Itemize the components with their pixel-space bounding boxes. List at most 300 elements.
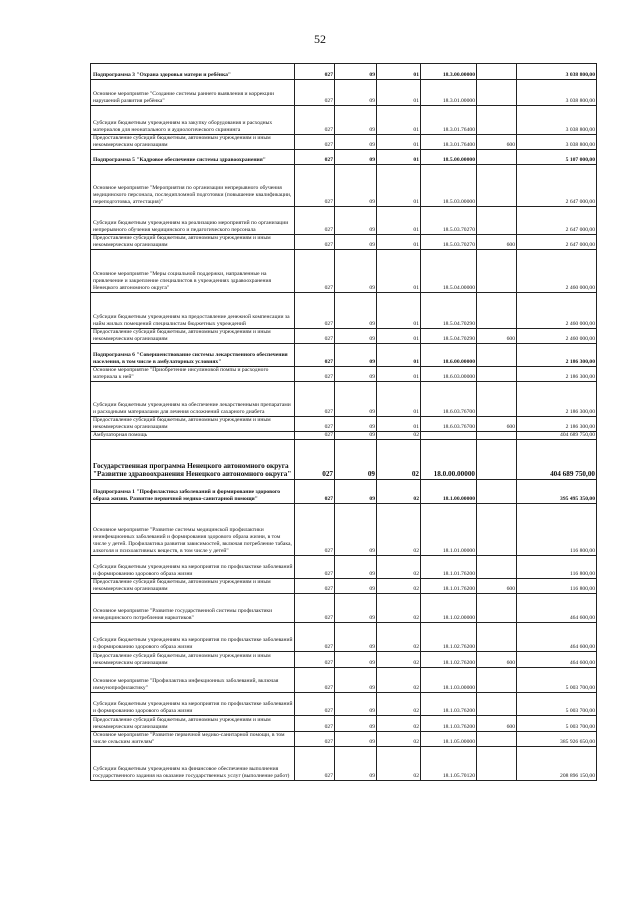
row-name-cell bbox=[91, 623, 295, 652]
row-expense-type-cell bbox=[477, 440, 517, 480]
row-name-text: Субсидии бюджетным учреждениям на мероприятия по профилактике заболеваний и формированию здорового образа жизни bbox=[93, 637, 293, 651]
row-subsection-text: 02 bbox=[411, 470, 419, 479]
row-grbs-text: 027 bbox=[324, 321, 333, 328]
row-name-cell bbox=[91, 432, 295, 440]
row-expense-type-cell bbox=[477, 250, 517, 293]
row-subsection-cell bbox=[377, 556, 421, 579]
row-section-cell bbox=[335, 623, 377, 652]
row-section-text: 09 bbox=[369, 773, 375, 780]
row-grbs-text: 027 bbox=[324, 142, 333, 149]
row-name-text: Основное мероприятие "Развитие государственной системы профилактики немедицинского потребления наркотиков" bbox=[93, 608, 273, 622]
row-expense-type-cell bbox=[477, 293, 517, 329]
row-target-article-text: 18.5.03.00000 bbox=[442, 199, 475, 206]
table-row bbox=[91, 732, 597, 747]
row-name-cell bbox=[91, 106, 295, 135]
row-amount-cell bbox=[517, 293, 597, 329]
row-target-article-text: 18.6.00.00000 bbox=[442, 359, 475, 366]
row-grbs-cell bbox=[295, 417, 335, 432]
row-target-article-cell bbox=[421, 668, 477, 693]
row-name-text: Предоставление субсидий бюджетным, автономным учреждениям и иным некоммерческим организациям bbox=[93, 329, 271, 343]
row-section-cell bbox=[335, 440, 377, 480]
row-expense-type-cell bbox=[477, 652, 517, 668]
row-amount-text: 3 038 800,00 bbox=[565, 98, 595, 105]
budget-table bbox=[90, 63, 597, 781]
row-grbs-cell bbox=[295, 668, 335, 693]
row-subsection-cell bbox=[377, 165, 421, 207]
row-expense-type-cell bbox=[477, 747, 517, 781]
row-subsection-text: 02 bbox=[413, 644, 419, 651]
row-amount-cell bbox=[517, 367, 597, 382]
row-section-cell bbox=[335, 165, 377, 207]
row-expense-type-cell bbox=[477, 668, 517, 693]
row-section-text: 09 bbox=[369, 142, 375, 149]
row-amount-cell bbox=[517, 250, 597, 293]
row-section-text: 09 bbox=[369, 660, 375, 667]
row-grbs-cell bbox=[295, 150, 335, 165]
row-grbs-cell bbox=[295, 235, 335, 250]
row-amount-text: 3 038 800,00 bbox=[565, 127, 595, 134]
row-subsection-cell bbox=[377, 747, 421, 781]
row-amount-cell bbox=[517, 150, 597, 165]
row-amount-text: 2 460 000,00 bbox=[565, 285, 595, 292]
row-grbs-text: 027 bbox=[324, 227, 333, 234]
row-amount-cell bbox=[517, 623, 597, 652]
row-section-cell bbox=[335, 80, 377, 106]
row-subsection-cell bbox=[377, 440, 421, 480]
row-subsection-cell bbox=[377, 150, 421, 165]
row-subsection-cell bbox=[377, 504, 421, 556]
table-row bbox=[91, 106, 597, 135]
row-expense-type-cell bbox=[477, 106, 517, 135]
row-section-text: 09 bbox=[369, 739, 375, 746]
row-subsection-text: 02 bbox=[413, 773, 419, 780]
row-grbs-cell bbox=[295, 732, 335, 747]
row-name-cell bbox=[91, 732, 295, 747]
row-amount-text: 2 186 300,00 bbox=[565, 424, 595, 431]
row-section-cell bbox=[335, 135, 377, 150]
table-row bbox=[91, 235, 597, 250]
row-subsection-cell bbox=[377, 594, 421, 623]
row-subsection-cell bbox=[377, 64, 421, 80]
table-row bbox=[91, 432, 597, 440]
row-name-text: Основное мероприятие "Развитие системы медицинской профилактики неинфекционных заболеваний и формирования здорового образа жизни, в том числе у детей. Профилактика развития зависимостей, включая потребление табака, алкоголя и психоактивных веществ, в том числе у детей" bbox=[93, 527, 292, 555]
row-subsection-text: 02 bbox=[413, 615, 419, 622]
row-section-cell bbox=[335, 432, 377, 440]
row-expense-type-cell bbox=[477, 480, 517, 504]
row-section-cell bbox=[335, 417, 377, 432]
row-target-article-text: 18.1.03.76200 bbox=[442, 708, 475, 715]
row-grbs-text: 027 bbox=[324, 739, 333, 746]
row-grbs-text: 027 bbox=[324, 724, 333, 731]
row-name-cell bbox=[91, 417, 295, 432]
row-subsection-cell bbox=[377, 367, 421, 382]
row-expense-type-cell bbox=[477, 417, 517, 432]
row-subsection-cell bbox=[377, 207, 421, 235]
row-subsection-cell bbox=[377, 623, 421, 652]
table-row bbox=[91, 652, 597, 668]
table-row bbox=[91, 64, 597, 80]
table-row bbox=[91, 382, 597, 417]
row-expense-type-cell bbox=[477, 693, 517, 716]
row-name-cell bbox=[91, 207, 295, 235]
table-row bbox=[91, 623, 597, 652]
row-amount-text: 404 689 750,00 bbox=[560, 432, 595, 439]
row-subsection-cell bbox=[377, 329, 421, 344]
row-target-article-text: 18.1.03.00000 bbox=[442, 685, 475, 692]
row-subsection-cell bbox=[377, 716, 421, 732]
row-amount-text: 116 800,00 bbox=[570, 571, 595, 578]
row-name-cell bbox=[91, 329, 295, 344]
row-section-text: 09 bbox=[369, 157, 375, 164]
table-row bbox=[91, 716, 597, 732]
row-subsection-text: 01 bbox=[413, 336, 419, 343]
row-section-cell bbox=[335, 150, 377, 165]
row-target-article-cell bbox=[421, 440, 477, 480]
row-target-article-cell bbox=[421, 480, 477, 504]
row-grbs-text: 027 bbox=[324, 496, 333, 503]
row-target-article-cell bbox=[421, 293, 477, 329]
row-section-cell bbox=[335, 329, 377, 344]
row-amount-text: 2 647 000,00 bbox=[565, 227, 595, 234]
table-row bbox=[91, 594, 597, 623]
row-name-text: Предоставление субсидий бюджетным, автономным учреждениям и иным некоммерческим организациям bbox=[93, 417, 271, 431]
row-target-article-text: 18.5.04.00000 bbox=[442, 285, 475, 292]
row-section-cell bbox=[335, 594, 377, 623]
row-section-cell bbox=[335, 747, 377, 781]
row-grbs-cell bbox=[295, 594, 335, 623]
row-section-cell bbox=[335, 382, 377, 417]
row-grbs-text: 027 bbox=[324, 660, 333, 667]
row-subsection-text: 01 bbox=[413, 374, 419, 381]
row-target-article-cell bbox=[421, 504, 477, 556]
row-grbs-cell bbox=[295, 80, 335, 106]
row-name-text: Государственная программа Ненецкого автономного округа "Развитие здравоохранения Ненецкого автономного округа" bbox=[93, 461, 292, 479]
table-row bbox=[91, 135, 597, 150]
row-name-cell bbox=[91, 64, 295, 80]
row-target-article-cell bbox=[421, 329, 477, 344]
row-subsection-text: 01 bbox=[413, 242, 419, 249]
row-amount-text: 2 186 300,00 bbox=[565, 374, 595, 381]
row-grbs-text: 027 bbox=[324, 571, 333, 578]
row-expense-type-cell bbox=[477, 579, 517, 594]
row-target-article-text: 18.1.01.76200 bbox=[442, 571, 475, 578]
row-amount-cell bbox=[517, 668, 597, 693]
row-amount-cell bbox=[517, 579, 597, 594]
row-target-article-cell bbox=[421, 165, 477, 207]
row-amount-text: 2 186 300,00 bbox=[565, 359, 595, 366]
row-name-cell bbox=[91, 747, 295, 781]
row-grbs-cell bbox=[295, 207, 335, 235]
row-amount-text: 2 647 000,00 bbox=[565, 242, 595, 249]
row-subsection-text: 01 bbox=[413, 424, 419, 431]
row-subsection-cell bbox=[377, 80, 421, 106]
row-target-article-cell bbox=[421, 135, 477, 150]
row-grbs-text: 027 bbox=[324, 548, 333, 555]
table-row bbox=[91, 80, 597, 106]
row-name-cell bbox=[91, 382, 295, 417]
row-expense-type-text: 600 bbox=[506, 424, 515, 431]
row-target-article-cell bbox=[421, 417, 477, 432]
row-expense-type-cell bbox=[477, 329, 517, 344]
row-name-cell bbox=[91, 716, 295, 732]
row-section-text: 09 bbox=[369, 336, 375, 343]
row-name-text: Подпрограмма 5 "Кадровое обеспечение системы здравоохранения" bbox=[93, 157, 266, 164]
row-target-article-text: 18.5.04.70290 bbox=[442, 336, 475, 343]
row-subsection-text: 01 bbox=[413, 227, 419, 234]
row-subsection-cell bbox=[377, 652, 421, 668]
row-subsection-cell bbox=[377, 480, 421, 504]
table-row bbox=[91, 329, 597, 344]
row-section-text: 09 bbox=[369, 724, 375, 731]
row-section-cell bbox=[335, 732, 377, 747]
row-amount-cell bbox=[517, 693, 597, 716]
table-row bbox=[91, 480, 597, 504]
table-row bbox=[91, 250, 597, 293]
row-target-article-text: 18.1.01.76200 bbox=[442, 586, 475, 593]
row-target-article-text: 18.5.04.70290 bbox=[442, 321, 475, 328]
row-expense-type-cell bbox=[477, 432, 517, 440]
row-amount-cell bbox=[517, 135, 597, 150]
row-subsection-text: 01 bbox=[413, 199, 419, 206]
row-grbs-text: 027 bbox=[324, 644, 333, 651]
row-grbs-cell bbox=[295, 165, 335, 207]
row-section-text: 09 bbox=[369, 496, 375, 503]
row-target-article-text: 18.5.00.00000 bbox=[442, 157, 475, 164]
page-number: 52 bbox=[314, 32, 326, 46]
row-expense-type-text: 600 bbox=[506, 724, 515, 731]
row-section-text: 09 bbox=[369, 586, 375, 593]
row-expense-type-text: 600 bbox=[506, 586, 515, 593]
row-amount-cell bbox=[517, 556, 597, 579]
row-section-cell bbox=[335, 64, 377, 80]
table-row bbox=[91, 556, 597, 579]
row-name-cell bbox=[91, 652, 295, 668]
row-name-text: Предоставление субсидий бюджетным, автономным учреждениям и иным некоммерческим организациям bbox=[93, 717, 271, 731]
row-amount-text: 3 038 800,00 bbox=[565, 142, 595, 149]
row-grbs-cell bbox=[295, 329, 335, 344]
row-grbs-text: 027 bbox=[324, 157, 333, 164]
table-row bbox=[91, 504, 597, 556]
row-amount-cell bbox=[517, 64, 597, 80]
row-section-cell bbox=[335, 716, 377, 732]
row-subsection-cell bbox=[377, 344, 421, 367]
row-name-cell bbox=[91, 579, 295, 594]
row-target-article-cell bbox=[421, 556, 477, 579]
row-target-article-text: 18.6.03.76700 bbox=[442, 424, 475, 431]
row-grbs-text: 027 bbox=[324, 199, 333, 206]
row-section-cell bbox=[335, 250, 377, 293]
budget-table-body bbox=[91, 64, 597, 781]
table-row bbox=[91, 417, 597, 432]
row-grbs-cell bbox=[295, 623, 335, 652]
row-grbs-text: 027 bbox=[322, 470, 333, 479]
row-target-article-cell bbox=[421, 207, 477, 235]
row-expense-type-cell bbox=[477, 623, 517, 652]
row-subsection-cell bbox=[377, 235, 421, 250]
row-amount-text: 404 689 750,00 bbox=[550, 470, 595, 479]
row-amount-text: 464 600,00 bbox=[569, 644, 595, 651]
row-name-text: Предоставление субсидий бюджетным, автономным учреждениям и иным некоммерческим организациям bbox=[93, 579, 271, 593]
row-section-text: 09 bbox=[369, 708, 375, 715]
table-row bbox=[91, 207, 597, 235]
row-amount-text: 2 647 000,00 bbox=[565, 199, 595, 206]
row-subsection-cell bbox=[377, 732, 421, 747]
row-amount-cell bbox=[517, 80, 597, 106]
row-grbs-text: 027 bbox=[324, 285, 333, 292]
row-grbs-text: 027 bbox=[324, 708, 333, 715]
row-grbs-cell bbox=[295, 106, 335, 135]
row-subsection-text: 02 bbox=[413, 739, 419, 746]
row-name-text: Субсидии бюджетным учреждениям на мероприятия по профилактике заболеваний и формированию здорового образа жизни bbox=[93, 564, 293, 578]
row-section-cell bbox=[335, 207, 377, 235]
row-section-text: 09 bbox=[369, 227, 375, 234]
row-grbs-text: 027 bbox=[324, 242, 333, 249]
row-grbs-cell bbox=[295, 344, 335, 367]
row-subsection-cell bbox=[377, 668, 421, 693]
row-expense-type-cell bbox=[477, 207, 517, 235]
row-target-article-cell bbox=[421, 432, 477, 440]
row-expense-type-cell bbox=[477, 367, 517, 382]
row-amount-cell bbox=[517, 732, 597, 747]
row-section-text: 09 bbox=[367, 470, 375, 479]
row-subsection-text: 02 bbox=[413, 571, 419, 578]
row-section-text: 09 bbox=[369, 644, 375, 651]
row-name-cell bbox=[91, 293, 295, 329]
row-target-article-cell bbox=[421, 693, 477, 716]
row-target-article-text: 18.1.02.76200 bbox=[442, 660, 475, 667]
row-name-text: Субсидии бюджетным учреждениям на закупку оборудования и расходных материалов для неонатального и аудиологического скрининга bbox=[93, 120, 273, 134]
row-grbs-cell bbox=[295, 716, 335, 732]
row-name-cell bbox=[91, 150, 295, 165]
row-subsection-cell bbox=[377, 293, 421, 329]
row-target-article-cell bbox=[421, 250, 477, 293]
table-row bbox=[91, 150, 597, 165]
row-amount-text: 2 186 300,00 bbox=[565, 409, 595, 416]
row-grbs-text: 027 bbox=[324, 72, 333, 79]
row-subsection-text: 02 bbox=[413, 496, 419, 503]
row-name-cell bbox=[91, 344, 295, 367]
row-name-text: Предоставление субсидий бюджетным, автономным учреждениям и иным некоммерческим организациям bbox=[93, 653, 271, 667]
row-target-article-cell bbox=[421, 235, 477, 250]
row-amount-cell bbox=[517, 344, 597, 367]
row-expense-type-text: 600 bbox=[506, 142, 515, 149]
row-amount-text: 3 038 800,00 bbox=[565, 72, 595, 79]
row-name-text: Подпрограмма 6 "Совершенствование системы лекарственного обеспечения населения, в том числе в амбулаторных условиях" bbox=[93, 352, 288, 366]
row-section-cell bbox=[335, 293, 377, 329]
row-section-cell bbox=[335, 344, 377, 367]
row-amount-cell bbox=[517, 440, 597, 480]
row-target-article-cell bbox=[421, 64, 477, 80]
table-row bbox=[91, 579, 597, 594]
row-name-cell bbox=[91, 480, 295, 504]
row-name-text: Подпрограмма 1 "Профилактика заболеваний и формирование здорового образа жизни. Развитие первичной медико-санитарной помощи" bbox=[93, 489, 281, 503]
row-name-text: Субсидии бюджетным учреждениям на реализацию мероприятий по организации непрерывного обучения медицинского и педагогического персонала bbox=[93, 220, 289, 234]
row-amount-text: 2 460 000,00 bbox=[565, 321, 595, 328]
row-section-text: 09 bbox=[369, 285, 375, 292]
row-section-cell bbox=[335, 579, 377, 594]
row-amount-cell bbox=[517, 382, 597, 417]
row-target-article-cell bbox=[421, 106, 477, 135]
row-expense-type-cell bbox=[477, 165, 517, 207]
row-subsection-text: 02 bbox=[413, 660, 419, 667]
table-row bbox=[91, 344, 597, 367]
row-subsection-text: 01 bbox=[413, 72, 419, 79]
row-name-cell bbox=[91, 504, 295, 556]
row-grbs-cell bbox=[295, 250, 335, 293]
row-amount-text: 5 003 700,00 bbox=[565, 708, 595, 715]
row-target-article-cell bbox=[421, 367, 477, 382]
row-target-article-text: 18.3.00.00000 bbox=[442, 72, 475, 79]
row-expense-type-cell bbox=[477, 504, 517, 556]
table-row bbox=[91, 668, 597, 693]
row-grbs-text: 027 bbox=[324, 359, 333, 366]
row-name-cell bbox=[91, 80, 295, 106]
row-subsection-text: 01 bbox=[413, 285, 419, 292]
row-amount-cell bbox=[517, 716, 597, 732]
row-name-cell bbox=[91, 367, 295, 382]
row-name-cell bbox=[91, 594, 295, 623]
row-subsection-text: 01 bbox=[413, 157, 419, 164]
row-section-text: 09 bbox=[369, 374, 375, 381]
row-name-text: Субсидии бюджетным учреждениям на мероприятия по профилактике заболеваний и формированию здорового образа жизни bbox=[93, 701, 293, 715]
row-section-text: 09 bbox=[369, 127, 375, 134]
row-amount-text: 116 800,00 bbox=[570, 548, 595, 555]
row-subsection-cell bbox=[377, 579, 421, 594]
row-section-text: 09 bbox=[369, 321, 375, 328]
row-section-text: 09 bbox=[369, 242, 375, 249]
row-name-cell bbox=[91, 235, 295, 250]
table-row bbox=[91, 693, 597, 716]
row-section-cell bbox=[335, 693, 377, 716]
row-subsection-text: 02 bbox=[413, 432, 419, 439]
row-section-text: 09 bbox=[369, 571, 375, 578]
row-target-article-text: 18.5.03.70270 bbox=[442, 242, 475, 249]
row-subsection-text: 01 bbox=[413, 321, 419, 328]
row-target-article-text: 18.1.03.76200 bbox=[442, 724, 475, 731]
row-name-text: Основное мероприятие "Приобретение инсулиновой помпы и расходного материала к ней" bbox=[93, 367, 269, 381]
row-subsection-text: 01 bbox=[413, 409, 419, 416]
row-amount-text: 464 600,00 bbox=[569, 615, 595, 622]
row-expense-type-cell bbox=[477, 344, 517, 367]
row-amount-text: 2 460 000,00 bbox=[565, 336, 595, 343]
row-grbs-text: 027 bbox=[324, 98, 333, 105]
row-name-text: Предоставление субсидий бюджетным, автономным учреждениям и иным некоммерческим организациям bbox=[93, 235, 271, 249]
row-expense-type-text: 600 bbox=[506, 660, 515, 667]
row-amount-cell bbox=[517, 747, 597, 781]
row-amount-text: 5 107 000,00 bbox=[565, 157, 595, 164]
row-subsection-text: 02 bbox=[413, 548, 419, 555]
row-name-text: Основное мероприятие "Развитие первичной медико-санитарной помощи, в том числе сельским жителям" bbox=[93, 732, 285, 746]
row-expense-type-cell bbox=[477, 135, 517, 150]
row-amount-cell bbox=[517, 207, 597, 235]
row-amount-cell bbox=[517, 106, 597, 135]
row-name-text: Амбулаторная помощь bbox=[93, 432, 148, 439]
row-section-text: 09 bbox=[369, 409, 375, 416]
row-target-article-text: 18.1.05.70120 bbox=[442, 773, 475, 780]
row-grbs-text: 027 bbox=[324, 773, 333, 780]
row-subsection-text: 02 bbox=[413, 586, 419, 593]
row-subsection-cell bbox=[377, 382, 421, 417]
row-target-article-cell bbox=[421, 594, 477, 623]
row-target-article-text: 18.6.03.00000 bbox=[442, 374, 475, 381]
row-name-cell bbox=[91, 693, 295, 716]
row-target-article-cell bbox=[421, 652, 477, 668]
row-expense-type-cell bbox=[477, 150, 517, 165]
row-amount-cell bbox=[517, 652, 597, 668]
row-name-text: Субсидии бюджетным учреждениям на обеспечение лекарственными препаратами и расходными материалами для лечения осложнений сахарного диабета bbox=[93, 402, 291, 416]
row-section-cell bbox=[335, 367, 377, 382]
row-expense-type-cell bbox=[477, 732, 517, 747]
